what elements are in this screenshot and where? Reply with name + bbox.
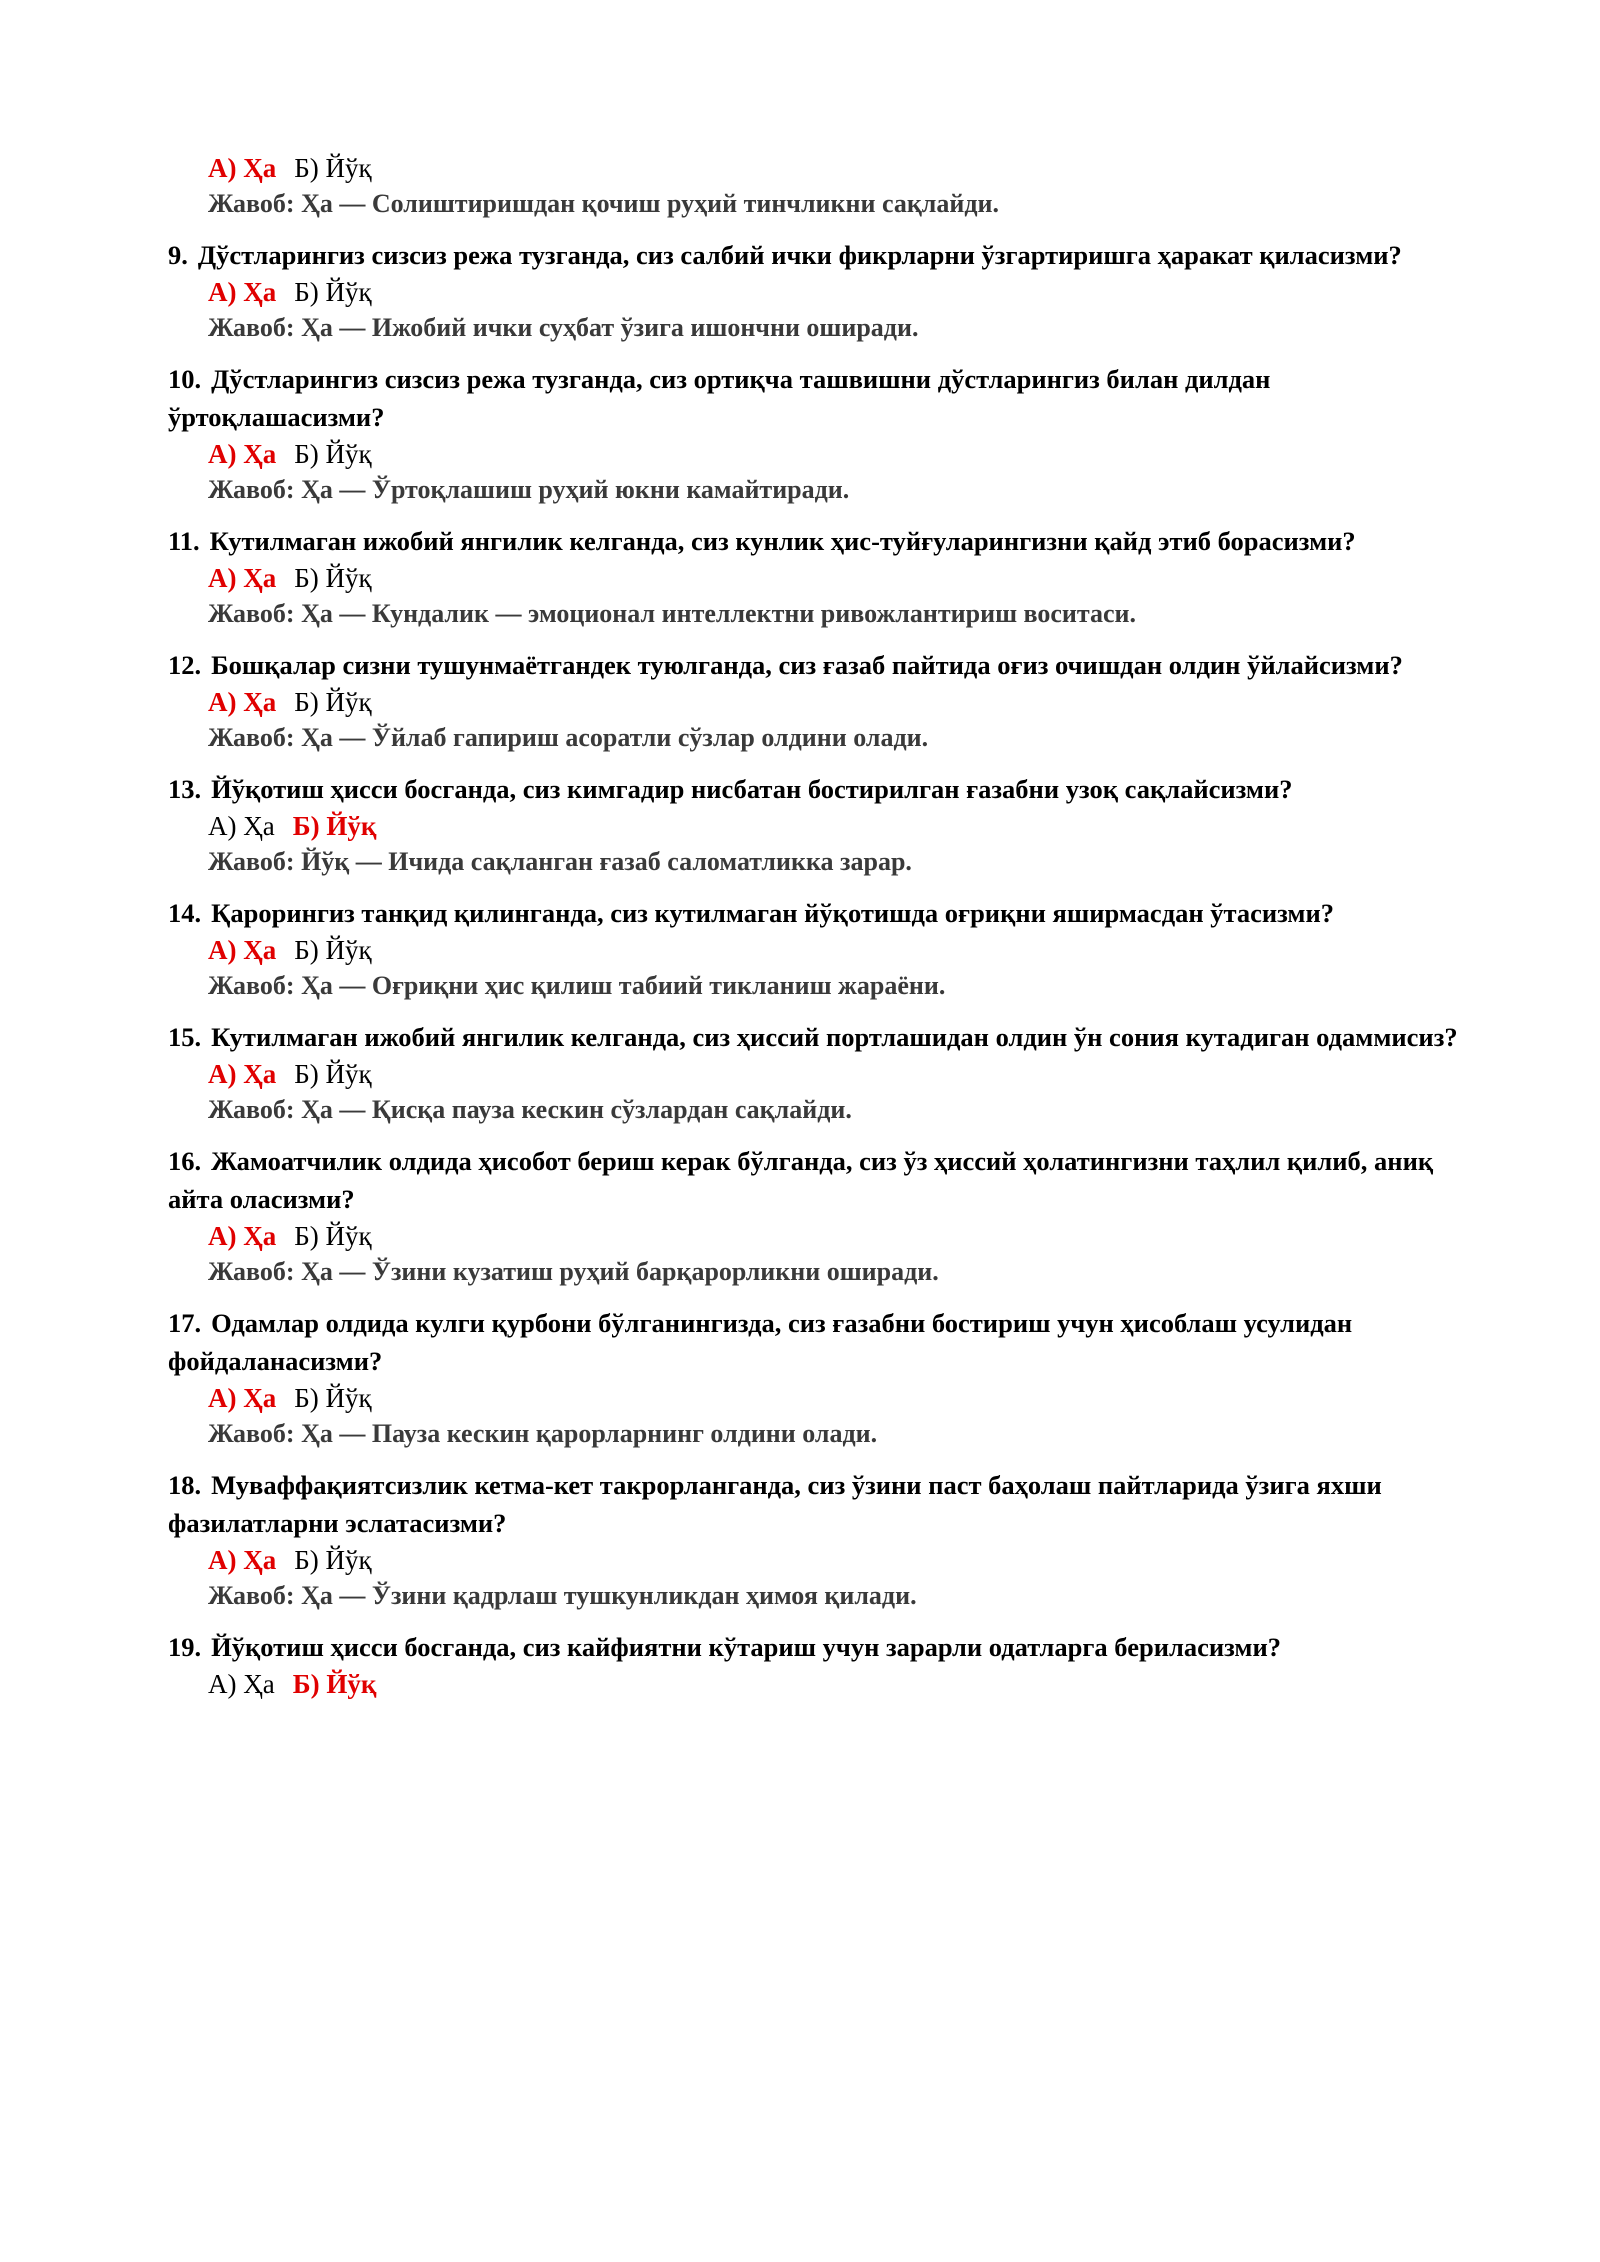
option-b: Б) Йўқ [294,563,372,593]
answer-explanation: Жавоб: Ҳа — Қисқа пауза кескин сўзлардан сақлайди. [208,1095,852,1124]
answer-options [208,1056,1458,1092]
question-block [168,1628,1458,1702]
option-b: Б) Йўқ [294,1383,372,1413]
question-label: Муваффақиятсизлик кетма-кет такрорланганда, сиз ўзини паст баҳолаш пайтларида ўзига яхши фазилатларни эслатасизми? [168,1470,1382,1538]
question-number: 14. [168,898,202,928]
answer-explanation: Жавоб: Ҳа — Ўзини кузатиш руҳий барқарорликни оширади. [208,1257,939,1286]
question-block [168,1466,1458,1614]
question-list [168,150,1458,1706]
answer-options [208,932,1458,968]
question-label: Кутилмаган ижобий янгилик келганда, сиз ҳиссий портлашидан олдин ўн сония кутадиган одаммисиз? [211,1022,1458,1052]
option-a: А) Ҳа [208,439,277,469]
question-block [168,1018,1458,1128]
answer-explanation: Жавоб: Ҳа — Ижобий ички суҳбат ўзига ишончни оширади. [208,313,919,342]
option-b: Б) Йўқ [294,277,372,307]
option-b: Б) Йўқ [294,1545,372,1575]
question-block [168,1142,1458,1290]
question-block [168,770,1458,880]
option-a: А) Ҳа [208,687,277,717]
answer-explanation: Жавоб: Ҳа — Кундалик — эмоционал интеллектни ривожлантириш воситаси. [208,599,1137,628]
answer-explanation: Жавоб: Ҳа — Ўзини қадрлаш тушкунликдан ҳимоя қилади. [208,1581,917,1610]
question-text [168,236,1458,274]
answer-options [208,560,1458,596]
answer-options [208,436,1458,472]
question-text [168,770,1458,808]
question-number: 17. [168,1308,202,1338]
answer-options [208,1380,1458,1416]
answer-explanation: Жавоб: Ҳа — Ўртоқлашиш руҳий юкни камайтиради. [208,475,850,504]
answer-options [208,1666,1458,1702]
option-a: А) Ҳа [208,563,277,593]
question-label: Дўстларингиз сизсиз режа тузганда, сиз ортиқча ташвишни дўстларингиз билан дилдан ўртоқлашасизми? [168,364,1271,432]
option-b: Б) Йўқ [292,811,377,841]
question-number: 11. [168,526,200,556]
question-number: 9. [168,240,188,270]
question-block [168,522,1458,632]
option-b: Б) Йўқ [294,153,372,183]
answer-options [208,808,1458,844]
option-b: Б) Йўқ [294,935,372,965]
question-text [168,1142,1458,1218]
question-text [168,646,1458,684]
question-text [168,522,1458,560]
question-text [168,894,1458,932]
answer-explanation: Жавоб: Ҳа — Оғриқни ҳис қилиш табиий тикланиш жараёни. [208,971,946,1000]
answer-explanation: Жавоб: Ҳа — Пауза кескин қарорларнинг олдини олади. [208,1419,878,1448]
option-a: А) Ҳа [208,1059,277,1089]
question-block [168,1304,1458,1452]
answer-explanation: Жавоб: Йўқ — Ичида сақланган ғазаб саломатликка зарар. [208,847,912,876]
question-number: 16. [168,1146,202,1176]
answer-explanation: Жавоб: Ҳа — Солиштиришдан қочиш руҳий тинчликни сақлайди. [208,189,1000,218]
option-a: А) Ҳа [208,1545,277,1575]
question-text [168,1628,1458,1666]
question-label: Йўқотиш ҳисси босганда, сиз кайфиятни кўтариш учун зарарли одатларга бериласизми? [211,1632,1281,1662]
answer-options [208,684,1458,720]
question-label: Йўқотиш ҳисси босганда, сиз кимгадир нисбатан бостирилган ғазабни узоқ сақлайсизми? [211,774,1293,804]
question-block [168,894,1458,1004]
question-text [168,1304,1458,1380]
question-text [168,1018,1458,1056]
option-b: Б) Йўқ [294,1221,372,1251]
option-b: Б) Йўқ [292,1669,377,1699]
option-a: А) Ҳа [208,277,277,307]
answer-options [208,150,1458,186]
question-text [168,1466,1458,1542]
option-b: Б) Йўқ [294,439,372,469]
answer-options [208,1218,1458,1254]
question-number: 18. [168,1470,202,1500]
question-number: 10. [168,364,202,394]
answer-options [208,274,1458,310]
question-label: Дўстларингиз сизсиз режа тузганда, сиз салбий ички фикрларни ўзгартиришга ҳаракат қиласизми? [197,240,1402,270]
option-a: А) Ҳа [208,811,275,841]
question-label: Кутилмаган ижобий янгилик келганда, сиз кунлик ҳис-туйғуларингизни қайд этиб борасизми? [209,526,1356,556]
option-a: А) Ҳа [208,1383,277,1413]
answer-options [208,1542,1458,1578]
question-label: Жамоатчилик олдида ҳисобот бериш керак бўлганда, сиз ўз ҳиссий ҳолатингизни таҳлил қилиб, аниқ айта оласизми? [168,1146,1434,1214]
option-b: Б) Йўқ [294,1059,372,1089]
answer-explanation: Жавоб: Ҳа — Ўйлаб гапириш асоратли сўзлар олдини олади. [208,723,929,752]
question-label: Қарорингиз танқид қилинганда, сиз кутилмаган йўқотишда оғриқни яширмасдан ўтасизми? [211,898,1334,928]
option-a: А) Ҳа [208,1221,277,1251]
option-a: А) Ҳа [208,935,277,965]
question-number: 12. [168,650,202,680]
option-a: А) Ҳа [208,1669,275,1699]
question-block [168,646,1458,756]
question-label: Одамлар олдида кулги қурбони бўлганингизда, сиз ғазабни бостириш учун ҳисоблаш усулидан фойдаланасизми? [168,1308,1353,1376]
question-label: Бошқалар сизни тушунмаётгандек туюлганда, сиз ғазаб пайтида оғиз очишдан олдин ўйлайсизми? [211,650,1403,680]
option-a: А) Ҳа [208,153,277,183]
question-block [168,360,1458,508]
question-block [168,150,1458,222]
question-block [168,236,1458,346]
question-number: 15. [168,1022,202,1052]
question-text [168,360,1458,436]
question-number: 13. [168,774,202,804]
question-number: 19. [168,1632,202,1662]
option-b: Б) Йўқ [294,687,372,717]
